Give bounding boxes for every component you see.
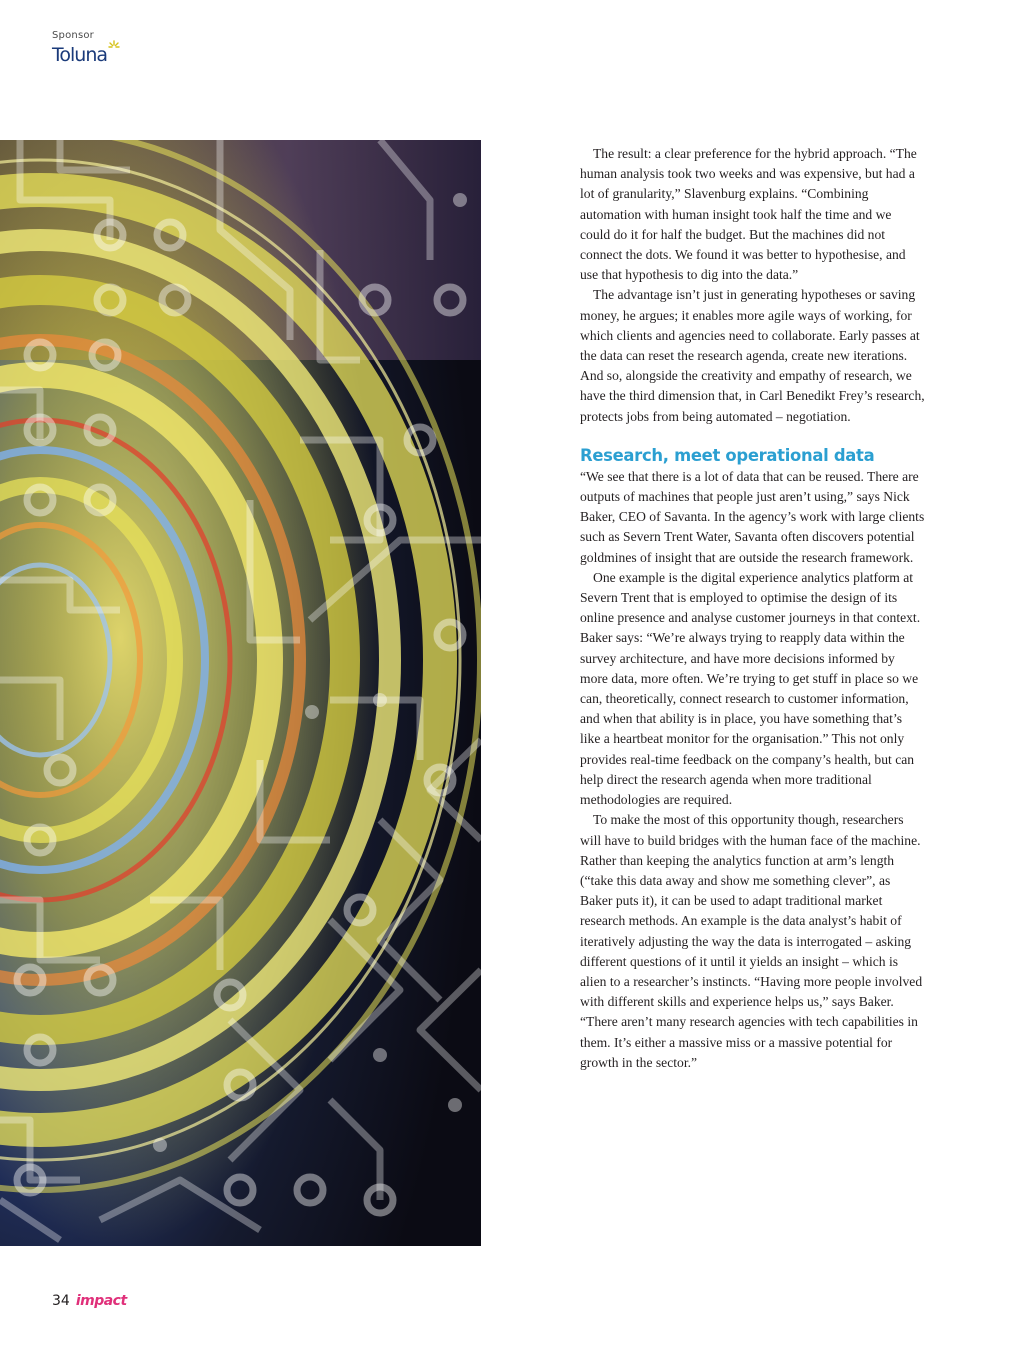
sponsor-name: Toluna [52,44,108,66]
sparkle-icon [108,40,120,52]
sponsor-label: Sponsor [52,30,94,41]
page-number: 34 [52,1293,70,1309]
article-paragraph: One example is the digital experience analytics platform at Severn Trent that is employed to optimise the design of its online presence and analyse customer journeys in that context. Baker says: “We’re always trying to reapply data within the survey architecture, and have more decisions informed by more data, more often. We’re trying to get stuff in place so we can, theoretically, connect research to customer information, and when that ability is in place, you have something that’s like a heartbeat monitor for the organisation.” This not only provides real-time feedback on the company’s health, but can help direct the research agenda when more traditional methodologies are required. [580,569,921,808]
article-paragraph: To make the most of this opportunity though, researchers will have to build bridges with the human face of the machine. Rather than keeping the analytics function at arm’s length (“take this data away and show me something clever”, as Baker puts it), it can be used to adapt traditional market research methods. An example is the data analyst’s habit of iteratively adjusting the way the data is interrogated – asking different questions of it until it yields an insight – which is alien to a researcher’s instincts. “Having more people involved with different skills and experience helps us,” says Baker. “There aren’t many research agencies with tech capabilities in them. It’s either a massive miss or a massive potential for growth in the sector.” [580,812,923,1070]
sponsor-block [52,30,120,66]
section-heading: Research, meet operational data [580,445,875,465]
article-paragraph: “We see that there is a lot of data that can be reused. There are outputs of machines that people just aren’t using,” says Nick Baker, CEO of Savanta. In the agency’s work with large clients such as Severn Trent Water, Savanta often discovers potential goldmines of insight that are outside the research framework. [580,468,925,565]
article-paragraph: The result: a clear preference for the hybrid approach. “The human analysis took two weeks and was expensive, but had a lot of granularity,” Slavenburg explains. “Combining automation with human insight took half the time and we could do it for half the budget. But the machines did not connect the dots. We found it was better to hypothesise, and use that hypothesis to dig into the data.” [580,146,917,283]
magazine-brand: impact [75,1293,127,1309]
article-paragraph: The advantage isn’t just in generating hypotheses or saving money, he argues; it enables more agile ways of working, for which clients and agencies need to collaborate. Early passes at the data can reset the research agenda, create new iterations. And so, alongside the creativity and empathy of research, we have the third dimension that, in Carl Benedikt Frey’s research, protects jobs from being automated – negotiation. [580,287,925,424]
sponsor-logo [52,44,120,66]
article-body [580,144,925,1073]
hero-image [0,140,481,1246]
page-footer [52,1293,127,1309]
